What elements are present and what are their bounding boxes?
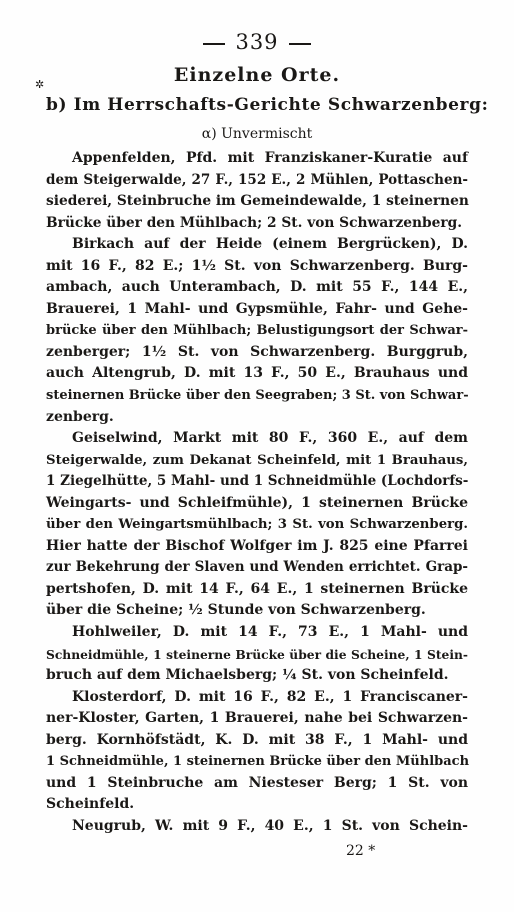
section-title: Einzelne Orte. [173,64,341,86]
header-dash-right [289,43,311,45]
text-line: dem Steigerwalde, 27 F., 152 E., 2 Mühlen, Pottaschen- [46,171,468,188]
text-line: über den Weingartsmühlbach; 3 St. von Schwarzenberg. [46,517,468,533]
text-line: pertshofen, D. mit 14 F., 64 E., 1 steinernen Brücke [46,580,468,597]
text-line: mit 16 F., 82 E.; 1½ St. von Schwarzenberg. Burg- [46,257,468,274]
text-line: zenberger; 1½ St. von Schwarzenberg. Burggrub, [46,343,468,360]
page-header [0,30,514,54]
text-line: Birkach auf der Heide (einem Bergrücken), D. [72,236,468,253]
text-line: Schneidmühle, 1 steinerne Brücke über die Scheine, 1 Stein- [46,646,468,662]
text-line: Geiselwind, Markt mit 80 F., 360 E., auf dem [72,430,468,447]
text-line: berg. Kornhöfstädt, K. D. mit 38 F., 1 Mahl- und [46,731,468,748]
header-dash-left [203,43,225,45]
text-line: Neugrub, W. mit 9 F., 40 E., 1 St. von Schein- [72,817,468,834]
subsection-heading: b) Im Herrschafts-Gerichte Schwarzenberg: [46,95,489,115]
text-line: Appenfelden, Pfd. mit Franziskaner-Kuratie auf [72,150,468,166]
body-text [46,148,468,838]
text-line: siederei, Steinbruche im Gemeindewalde, 1 steinernen [46,193,469,210]
text-line: Steigerwalde, zum Dekanat Scheinfeld, mit 1 Brauhaus, [46,452,468,468]
subsubsection-heading: α) Unvermischt [201,126,313,142]
text-line: 1 Schneidmühle, 1 steinernen Brücke über den Mühlbach [46,754,470,770]
text-line: und 1 Steinbruche am Niesteser Berg; 1 St. von [46,774,468,791]
text-line: zenberg. [46,408,114,425]
text-line: Brauerei, 1 Mahl- und Gypsmühle, Fahr- und Gehe- [46,300,468,317]
text-line: Weingarts- und Schleifmühle), 1 steinernen Brücke [46,494,468,511]
text-line: ambach, auch Unterambach, D. mit 55 F., 144 E., [46,279,468,296]
text-line: brücke über den Mühlbach; Belustigungsort der Schwar- [46,323,468,339]
text-line: Scheinfeld. [46,796,135,813]
text-line: 1 Ziegelhütte, 5 Mahl- und 1 Schneidmühle (Lochdorfs- [46,473,469,490]
signature-mark: 22 * [346,843,376,859]
text-line: Klosterdorf, D. mit 16 F., 82 E., 1 Franciscaner- [72,688,468,705]
text-line: steinernen Brücke über den Seegraben; 3 St. von Schwar- [46,388,469,404]
text-line: Brücke über den Mühlbach; 2 St. von Schwarzenberg. [46,214,463,231]
text-line: Hier hatte der Bischof Wolfger im J. 825 eine Pfarrei [46,537,468,554]
page-number: 339 [235,30,279,54]
text-line: zur Bekehrung der Slaven und Wenden errichtet. Grap- [46,559,468,576]
text-line: ner-Kloster, Garten, 1 Brauerei, nahe bei Schwarzen- [46,710,468,727]
text-line: auch Altengrub, D. mit 13 F., 50 E., Brauhaus und [46,365,468,382]
text-line: Hohlweiler, D. mit 14 F., 73 E., 1 Mahl- und [72,624,468,641]
text-line: über die Scheine; ½ Stunde von Schwarzenberg. [46,602,426,619]
margin-mark: ✲ [35,78,45,91]
text-line: bruch auf dem Michaelsberg; ¼ St. von Scheinfeld. [46,667,449,684]
